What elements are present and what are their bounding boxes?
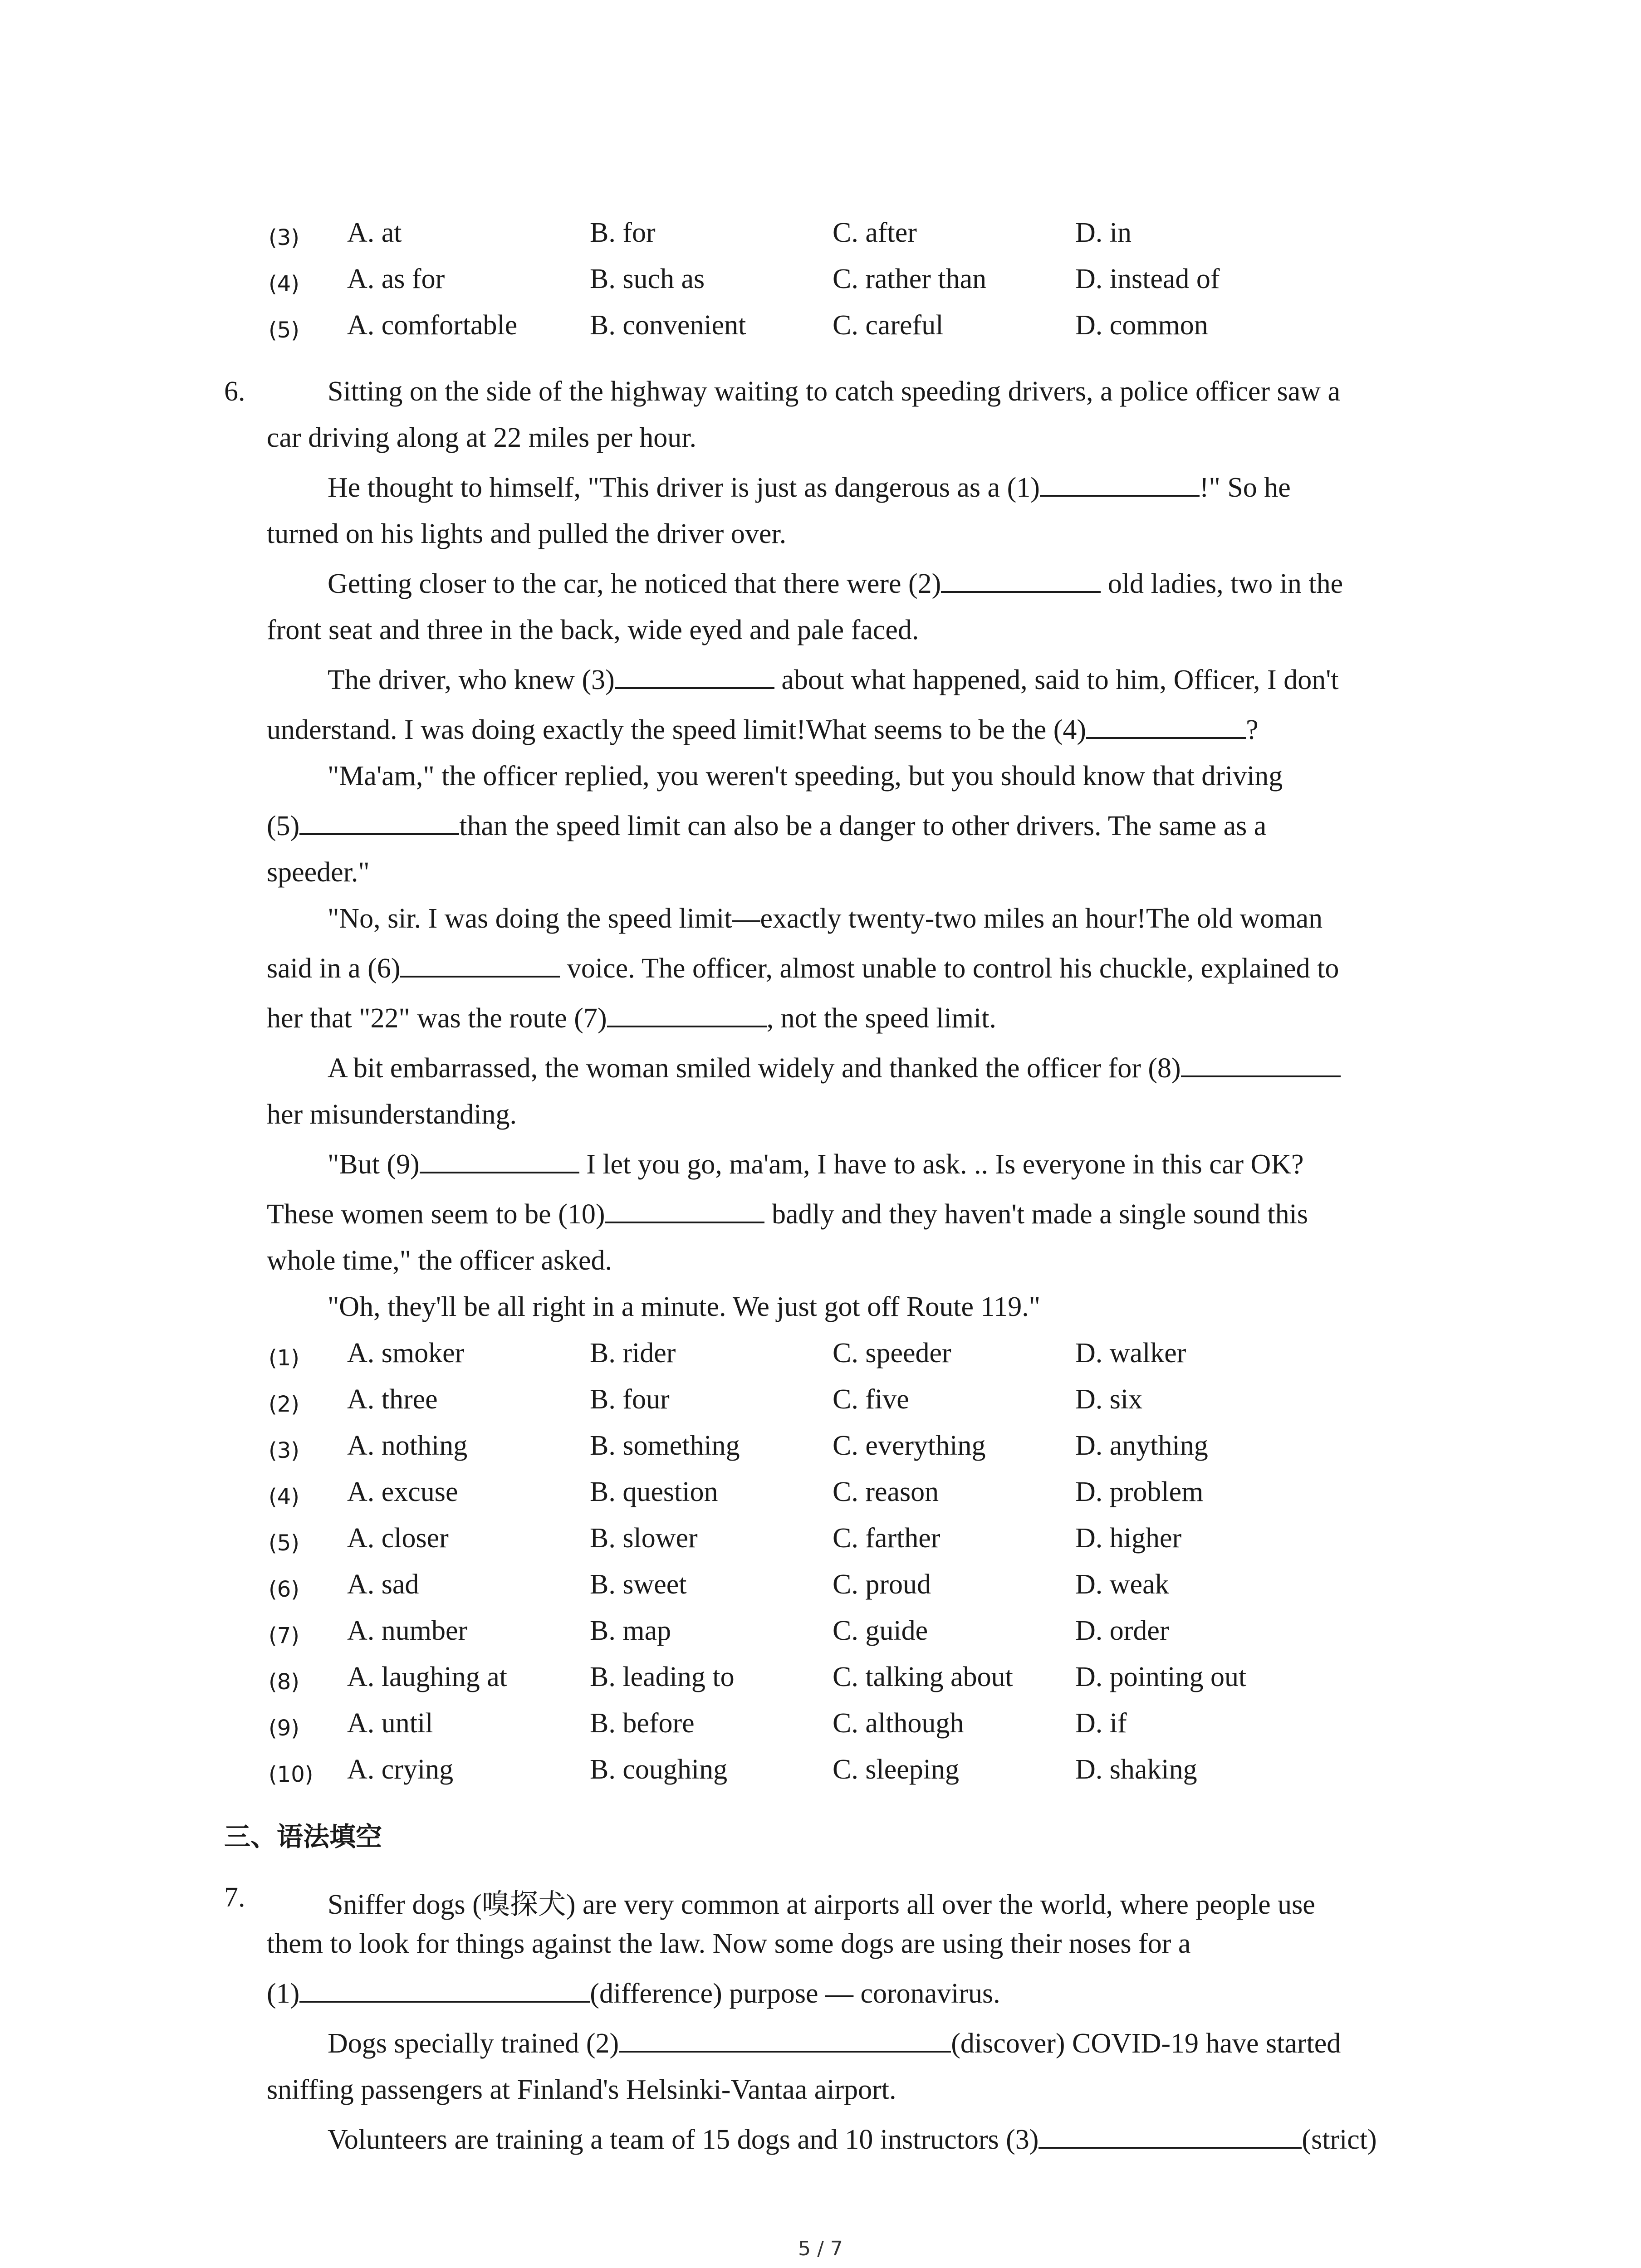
question-number: 7. <box>224 1882 245 1913</box>
option-row <box>0 1754 1641 1799</box>
passage-text: understand. I was doing exactly the speed limit!What seems to be the (4) <box>267 714 1087 745</box>
passage-line <box>267 714 1259 746</box>
passage-line <box>328 472 1291 504</box>
passage-text: , not the speed limit. <box>766 1003 996 1034</box>
passage-line <box>267 953 1339 985</box>
answer-blank-q7-3[interactable] <box>1038 2125 1302 2149</box>
passage-line <box>328 2124 1377 2156</box>
passage-line <box>328 2028 1341 2060</box>
option-row <box>0 1569 1641 1614</box>
option-b: B. rider <box>590 1338 676 1369</box>
option-number: (5) <box>269 1530 299 1556</box>
option-b: B. convenient <box>590 310 746 341</box>
passage-line: speeder." <box>267 857 370 888</box>
passage-text: about what happened, said to him, Officer, I don't <box>774 665 1339 695</box>
option-row <box>0 309 1641 355</box>
answer-blank-5[interactable] <box>299 811 459 835</box>
option-c: C. reason <box>833 1476 939 1507</box>
option-d: D. shaking <box>1075 1754 1197 1785</box>
option-a: A. nothing <box>347 1430 468 1461</box>
answer-blank-8[interactable] <box>1181 1054 1341 1077</box>
option-d: D. weak <box>1075 1569 1169 1600</box>
passage-line: front seat and three in the back, wide eyed and pale faced. <box>267 615 919 645</box>
option-number: (3) <box>269 1438 299 1463</box>
option-number: (2) <box>269 1392 299 1417</box>
option-d: D. common <box>1075 310 1208 341</box>
passage-line <box>267 1002 996 1035</box>
option-c: C. farther <box>833 1523 941 1554</box>
option-d: D. walker <box>1075 1338 1186 1369</box>
passage-line <box>267 1198 1308 1231</box>
option-b: B. sweet <box>590 1569 687 1600</box>
answer-blank-10[interactable] <box>605 1200 764 1223</box>
option-number: (3) <box>269 225 299 250</box>
option-c: C. after <box>833 217 917 248</box>
option-number: (7) <box>269 1623 299 1648</box>
passage-text: "But (9) <box>328 1149 420 1180</box>
option-number: (4) <box>269 271 299 297</box>
option-row <box>0 263 1641 308</box>
option-row <box>0 1615 1641 1660</box>
option-c: C. although <box>833 1708 964 1739</box>
option-c: C. rather than <box>833 264 987 294</box>
answer-blank-9[interactable] <box>420 1150 579 1173</box>
passage-text: These women seem to be (10) <box>267 1199 605 1230</box>
passage-text: than the speed limit can also be a danger to other drivers. The same as a <box>459 811 1267 841</box>
option-b: B. before <box>590 1708 695 1739</box>
option-row <box>0 217 1641 262</box>
passage-text: (discover) COVID-19 have started <box>951 2028 1341 2059</box>
option-d: D. problem <box>1075 1476 1204 1507</box>
option-number: (6) <box>269 1577 299 1602</box>
option-b: B. something <box>590 1430 740 1461</box>
passage-text: (strict) <box>1302 2124 1377 2155</box>
passage-line <box>267 810 1266 842</box>
answer-blank-q7-1[interactable] <box>299 1979 590 2003</box>
option-b: B. four <box>590 1384 670 1415</box>
option-row <box>0 1476 1641 1521</box>
option-b: B. question <box>590 1476 718 1507</box>
option-d: D. order <box>1075 1615 1169 1646</box>
option-d: D. anything <box>1075 1430 1208 1461</box>
option-c: C. everything <box>833 1430 986 1461</box>
answer-blank-1[interactable] <box>1040 473 1200 497</box>
passage-text: Dogs specially trained (2) <box>328 2028 619 2059</box>
option-b: B. slower <box>590 1523 698 1554</box>
answer-blank-3[interactable] <box>615 665 774 689</box>
option-a: A. laughing at <box>347 1662 507 1692</box>
passage-line: car driving along at 22 miles per hour. <box>267 422 696 453</box>
option-a: A. closer <box>347 1523 449 1554</box>
option-c: C. talking about <box>833 1662 1013 1692</box>
option-a: A. three <box>347 1384 438 1415</box>
option-d: D. instead of <box>1075 264 1220 294</box>
answer-blank-q7-2[interactable] <box>619 2029 951 2053</box>
passage-text: said in a (6) <box>267 953 401 984</box>
option-b: B. such as <box>590 264 705 294</box>
option-number: (10) <box>269 1762 314 1787</box>
option-a: A. as for <box>347 264 445 294</box>
passage-text: (difference) purpose — coronavirus. <box>590 1978 1000 2009</box>
option-a: A. excuse <box>347 1476 458 1507</box>
passage-line: her misunderstanding. <box>267 1099 517 1130</box>
answer-blank-7[interactable] <box>607 1004 767 1027</box>
passage-text: He thought to himself, "This driver is just as dangerous as a (1) <box>328 472 1040 503</box>
option-d: D. six <box>1075 1384 1143 1415</box>
option-d: D. in <box>1075 217 1132 248</box>
answer-blank-6[interactable] <box>400 954 560 978</box>
passage-text: Getting closer to the car, he noticed that there were (2) <box>328 568 941 599</box>
passage-line <box>267 1978 1000 2010</box>
option-c: C. speeder <box>833 1338 951 1369</box>
answer-blank-4[interactable] <box>1086 715 1246 739</box>
option-b: B. coughing <box>590 1754 728 1785</box>
option-number: (9) <box>269 1716 299 1741</box>
passage-line <box>328 1052 1341 1085</box>
option-d: D. if <box>1075 1708 1127 1739</box>
option-b: B. leading to <box>590 1662 735 1692</box>
passage-line <box>328 568 1343 600</box>
passage-text: !" So he <box>1199 472 1291 503</box>
option-row <box>0 1522 1641 1568</box>
option-c: C. careful <box>833 310 944 341</box>
option-c: C. guide <box>833 1615 928 1646</box>
option-c: C. proud <box>833 1569 931 1600</box>
option-a: A. sad <box>347 1569 419 1600</box>
option-a: A. crying <box>347 1754 454 1785</box>
option-a: A. until <box>347 1708 433 1739</box>
option-number: (8) <box>269 1669 299 1695</box>
passage-text: (1) <box>267 1978 300 2009</box>
passage-line: Sniffer dogs (嗅探犬) are very common at airports all over the world, where people use <box>328 1889 1315 1920</box>
option-row <box>0 1383 1641 1429</box>
passage-line <box>328 1149 1304 1181</box>
option-number: (1) <box>269 1345 299 1371</box>
passage-text: voice. The officer, almost unable to control his chuckle, explained to <box>560 953 1339 984</box>
passage-text: Volunteers are training a team of 15 dogs and 10 instructors (3) <box>328 2124 1039 2155</box>
option-row <box>0 1337 1641 1383</box>
option-b: B. map <box>590 1615 671 1646</box>
passage-text: The driver, who knew (3) <box>328 665 615 695</box>
option-c: C. five <box>833 1384 909 1415</box>
passage-line: "Ma'am," the officer replied, you weren't speeding, but you should know that driving <box>328 761 1283 792</box>
option-a: A. number <box>347 1615 468 1646</box>
passage-line: turned on his lights and pulled the driver over. <box>267 518 787 549</box>
section-heading: 三、语法填空 <box>224 1821 382 1852</box>
passage-text: (5) <box>267 811 300 841</box>
passage-text: A bit embarrassed, the woman smiled widely and thanked the officer for (8) <box>328 1053 1181 1084</box>
option-c: C. sleeping <box>833 1754 959 1785</box>
question-number: 6. <box>224 376 245 407</box>
option-number: (5) <box>269 318 299 343</box>
option-row <box>0 1707 1641 1753</box>
passage-line: them to look for things against the law. Now some dogs are using their noses for a <box>267 1928 1191 1959</box>
option-a: A. comfortable <box>347 310 518 341</box>
page-number: 5 / 7 <box>798 2237 843 2260</box>
option-row <box>0 1661 1641 1706</box>
option-number: (4) <box>269 1484 299 1510</box>
option-a: A. smoker <box>347 1338 465 1369</box>
option-a: A. at <box>347 217 402 248</box>
option-d: D. higher <box>1075 1523 1182 1554</box>
passage-text: her that "22" was the route (7) <box>267 1003 607 1034</box>
passage-text: ? <box>1246 714 1259 745</box>
answer-blank-2[interactable] <box>941 569 1101 593</box>
option-d: D. pointing out <box>1075 1662 1247 1692</box>
passage-line: "No, sir. I was doing the speed limit—exactly twenty-two miles an hour!The old woman <box>328 903 1323 934</box>
option-b: B. for <box>590 217 656 248</box>
passage-line: sniffing passengers at Finland's Helsinki-Vantaa airport. <box>267 2074 896 2105</box>
passage-text: badly and they haven't made a single sound this <box>764 1199 1308 1230</box>
passage-line: whole time," the officer asked. <box>267 1245 612 1276</box>
passage-text: I let you go, ma'am, I have to ask. .. Is everyone in this car OK? <box>579 1149 1304 1180</box>
option-row <box>0 1430 1641 1475</box>
passage-line: "Oh, they'll be all right in a minute. We just got off Route 119." <box>328 1291 1041 1322</box>
passage-line: Sitting on the side of the highway waiting to catch speeding drivers, a police officer saw a <box>328 376 1340 407</box>
passage-line <box>328 664 1339 696</box>
passage-text: old ladies, two in the <box>1101 568 1343 599</box>
